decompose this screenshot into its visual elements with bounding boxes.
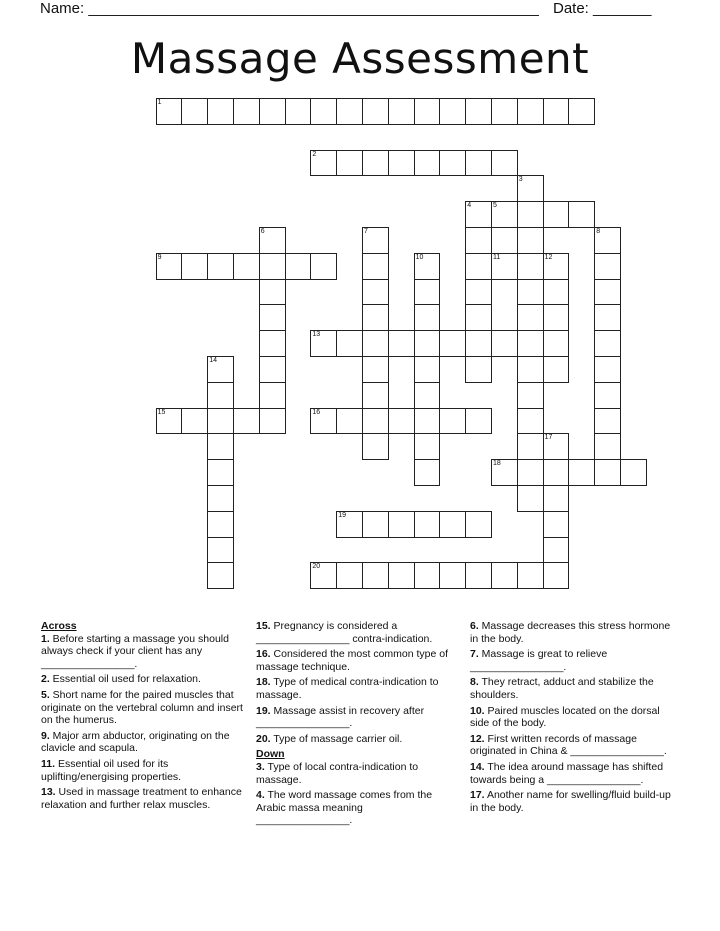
grid-cell[interactable]: [465, 253, 492, 280]
clue-number: 20.: [256, 732, 271, 745]
grid-cell[interactable]: [465, 279, 492, 306]
grid-cell[interactable]: [491, 253, 518, 280]
grid-cell[interactable]: [543, 511, 570, 538]
grid-cell[interactable]: [207, 382, 234, 409]
grid-cell[interactable]: [414, 150, 441, 177]
grid-cell[interactable]: [491, 330, 518, 357]
grid-cell[interactable]: [517, 98, 544, 125]
grid-cell[interactable]: [156, 98, 183, 125]
clue: [41, 633, 256, 671]
clue-text: Type of local contra-indication to massage.: [256, 760, 419, 786]
grid-cell[interactable]: [310, 330, 337, 357]
grid-cell[interactable]: [568, 459, 595, 486]
clue-text: Essential oil used for its uplifting/energising properties.: [41, 757, 182, 783]
grid-cell[interactable]: [594, 459, 621, 486]
grid-cell[interactable]: [543, 330, 570, 357]
grid-cell[interactable]: [414, 433, 441, 460]
grid-cell[interactable]: [517, 175, 544, 202]
grid-cell[interactable]: [465, 330, 492, 357]
grid-cell[interactable]: [259, 98, 286, 125]
grid-cell[interactable]: [465, 408, 492, 435]
clue-number: 6: [260, 228, 265, 235]
grid-cell[interactable]: [207, 408, 234, 435]
grid-cell[interactable]: [543, 253, 570, 280]
grid-cell[interactable]: [259, 356, 286, 383]
grid-cell[interactable]: [465, 201, 492, 228]
clue-text: Pregnancy is considered a ________________ contra-indication.: [256, 620, 433, 645]
grid-cell[interactable]: [362, 227, 389, 254]
clue-number: 12.: [470, 732, 485, 745]
clue-text: Short name for the paired muscles that originate on the vertebral column and insert on the humerus.: [41, 688, 243, 727]
grid-cell[interactable]: [414, 253, 441, 280]
clue-number: 5: [493, 202, 497, 210]
grid-cell[interactable]: [594, 279, 621, 306]
clue: [256, 620, 456, 645]
grid-cell[interactable]: [336, 330, 363, 357]
grid-cell[interactable]: [543, 356, 570, 383]
grid-cell[interactable]: [362, 382, 389, 409]
clue-number: 7: [364, 228, 368, 235]
grid-cell[interactable]: [594, 253, 621, 280]
grid-cell[interactable]: [259, 253, 286, 280]
grid-cell[interactable]: [259, 279, 286, 306]
clue-number: 13.: [41, 786, 56, 799]
clue-text: The word massage comes from the Arabic massa meaning ________________.: [256, 789, 433, 827]
clue: [470, 789, 680, 814]
clue-number: 17: [544, 434, 553, 442]
grid-cell[interactable]: [362, 433, 389, 460]
grid-cell[interactable]: [465, 304, 492, 331]
grid-cell[interactable]: [594, 356, 621, 383]
clue-number: 18.: [256, 676, 271, 689]
grid-cell[interactable]: [259, 408, 286, 435]
grid-cell[interactable]: [491, 201, 518, 228]
clue-number: 10.: [470, 704, 485, 717]
name-field[interactable]: Name: ______________________________________________________: [40, 0, 539, 17]
grid-cell[interactable]: [207, 485, 234, 512]
grid-cell[interactable]: [465, 511, 492, 538]
clue-text: Massage is great to relieve ________________.: [470, 648, 608, 673]
clue-number: 11.: [41, 757, 56, 770]
clue-text: Paired muscles located on the dorsal side of the body.: [470, 704, 660, 730]
grid-cell[interactable]: [517, 459, 544, 486]
grid-cell[interactable]: [465, 150, 492, 177]
clue-number: 15: [157, 408, 166, 416]
clue-column-2: [256, 620, 456, 830]
clue-number: 2.: [41, 673, 50, 686]
grid-cell[interactable]: [362, 253, 389, 280]
grid-cell[interactable]: [414, 562, 441, 589]
grid-cell[interactable]: [233, 98, 260, 125]
grid-cell[interactable]: [543, 98, 570, 125]
grid-cell[interactable]: [207, 562, 234, 589]
clue-number: 1: [157, 99, 162, 106]
grid-cell[interactable]: [543, 201, 570, 228]
grid-cell[interactable]: [207, 253, 234, 280]
clue-number: 19: [338, 511, 346, 519]
grid-cell[interactable]: [594, 408, 621, 435]
grid-cell[interactable]: [414, 98, 441, 125]
grid-cell[interactable]: [594, 433, 621, 460]
grid-cell[interactable]: [517, 279, 544, 306]
grid-cell[interactable]: [362, 98, 389, 125]
grid-cell[interactable]: [517, 382, 544, 409]
clue: [41, 758, 256, 783]
grid-cell[interactable]: [310, 253, 337, 280]
clue: [470, 733, 680, 758]
grid-cell[interactable]: [259, 330, 286, 357]
clue: [470, 761, 680, 786]
clue-number: 4: [467, 202, 472, 210]
clue-number: 9.: [41, 729, 50, 742]
grid-cell[interactable]: [568, 201, 595, 228]
clue-text: Major arm abductor, originating on the clavicle and scapula.: [41, 729, 230, 755]
grid-cell[interactable]: [491, 459, 518, 486]
grid-cell[interactable]: [517, 356, 544, 383]
grid-cell[interactable]: [517, 304, 544, 331]
clue-column-3: [470, 620, 680, 817]
grid-cell[interactable]: [414, 382, 441, 409]
clue-number: 3.: [256, 760, 265, 773]
grid-cell[interactable]: [439, 562, 466, 589]
clue-text: Used in massage treatment to enhance relaxation and further relax muscles.: [41, 786, 242, 811]
grid-cell[interactable]: [517, 253, 544, 280]
clue-text: Another name for swelling/fluid build-up in the body.: [470, 789, 671, 814]
clue-text: First written records of massage originated in China & ________________.: [470, 732, 667, 758]
grid-cell[interactable]: [285, 253, 312, 280]
grid-cell[interactable]: [439, 150, 466, 177]
grid-cell[interactable]: [594, 382, 621, 409]
clue-number: 15.: [256, 620, 271, 632]
grid-cell[interactable]: [310, 98, 337, 125]
grid-cell[interactable]: [517, 227, 544, 254]
clue-text: They retract, adduct and stabilize the shoulders.: [470, 676, 654, 701]
clue: [256, 648, 456, 673]
grid-cell[interactable]: [362, 511, 389, 538]
clue-number: 8.: [470, 676, 479, 689]
clue: [256, 705, 456, 730]
grid-cell[interactable]: [207, 356, 234, 383]
grid-cell[interactable]: [543, 562, 570, 589]
grid-cell[interactable]: [543, 485, 570, 512]
grid-cell[interactable]: [414, 459, 441, 486]
clue-number: 20: [312, 563, 321, 571]
grid-cell[interactable]: [207, 459, 234, 486]
grid-cell[interactable]: [517, 485, 544, 512]
grid-cell[interactable]: [465, 562, 492, 589]
grid-cell[interactable]: [207, 98, 234, 125]
clue: [41, 673, 256, 686]
grid-cell[interactable]: [439, 408, 466, 435]
grid-cell[interactable]: [207, 537, 234, 564]
clue: [470, 620, 680, 645]
clue: [470, 648, 680, 673]
grid-cell[interactable]: [259, 304, 286, 331]
clue-column-1: [41, 620, 256, 814]
grid-cell[interactable]: [336, 562, 363, 589]
clue: [41, 689, 256, 727]
grid-cell[interactable]: [181, 253, 208, 280]
grid-cell[interactable]: [336, 408, 363, 435]
clue-text: Before starting a massage you should always check if your client has any ________________.: [41, 632, 229, 670]
grid-cell[interactable]: [414, 356, 441, 383]
clue-number: 19.: [256, 704, 271, 717]
grid-cell[interactable]: [543, 304, 570, 331]
grid-cell[interactable]: [568, 98, 595, 125]
grid-cell[interactable]: [594, 330, 621, 357]
grid-cell[interactable]: [517, 562, 544, 589]
grid-cell[interactable]: [620, 459, 647, 486]
grid-cell[interactable]: [414, 408, 441, 435]
clue: [470, 705, 680, 730]
grid-cell[interactable]: [362, 304, 389, 331]
grid-cell[interactable]: [336, 98, 363, 125]
grid-cell[interactable]: [414, 330, 441, 357]
grid-cell[interactable]: [388, 150, 415, 177]
clue-number: 18: [493, 460, 501, 468]
grid-cell[interactable]: [465, 227, 492, 254]
clue-text: Massage assist in recovery after ________________.: [256, 704, 425, 730]
clue-number: 9: [157, 253, 162, 261]
grid-cell[interactable]: [156, 253, 183, 280]
grid-cell[interactable]: [414, 511, 441, 538]
grid-cell[interactable]: [388, 98, 415, 125]
clue-text: Massage decreases this stress hormone in the body.: [470, 620, 671, 645]
clue: [256, 761, 456, 786]
page-title: Massage Assessment: [130, 34, 590, 83]
grid-cell[interactable]: [543, 433, 570, 460]
grid-cell[interactable]: [594, 227, 621, 254]
grid-cell[interactable]: [491, 98, 518, 125]
grid-cell[interactable]: [362, 330, 389, 357]
grid-cell[interactable]: [362, 150, 389, 177]
grid-cell[interactable]: [233, 253, 260, 280]
grid-cell[interactable]: [362, 562, 389, 589]
grid-cell[interactable]: [285, 98, 312, 125]
clue-number: 7.: [470, 648, 479, 661]
grid-cell[interactable]: [181, 408, 208, 435]
grid-cell[interactable]: [517, 433, 544, 460]
grid-cell[interactable]: [414, 279, 441, 306]
grid-cell[interactable]: [439, 330, 466, 357]
clue-text: Considered the most common type of massage technique.: [256, 648, 449, 673]
clue: [256, 789, 456, 827]
grid-cell[interactable]: [233, 408, 260, 435]
grid-cell[interactable]: [310, 562, 337, 589]
clue: [41, 730, 256, 755]
clue-text: Type of massage carrier oil.: [270, 732, 403, 745]
clue-number: 4.: [256, 789, 265, 802]
grid-cell[interactable]: [362, 356, 389, 383]
down-heading: Down: [256, 748, 285, 761]
grid-cell[interactable]: [259, 382, 286, 409]
date-field[interactable]: Date: _______: [553, 0, 652, 17]
grid-cell[interactable]: [181, 98, 208, 125]
clue-number: 6.: [470, 620, 479, 632]
grid-cell[interactable]: [465, 98, 492, 125]
clue-number: 14.: [470, 760, 485, 773]
grid-cell[interactable]: [207, 433, 234, 460]
grid-cell[interactable]: [207, 511, 234, 538]
grid-cell[interactable]: [517, 201, 544, 228]
grid-cell[interactable]: [336, 511, 363, 538]
grid-cell[interactable]: [517, 408, 544, 435]
clue-number: 11: [493, 253, 501, 261]
clue-number: 14: [209, 357, 217, 364]
clue-text: Type of medical contra-indication to massage.: [256, 676, 439, 701]
grid-cell[interactable]: [465, 356, 492, 383]
grid-cell[interactable]: [336, 150, 363, 177]
grid-cell[interactable]: [388, 511, 415, 538]
grid-cell[interactable]: [414, 304, 441, 331]
grid-cell[interactable]: [259, 227, 286, 254]
clue-number: 5.: [41, 688, 50, 701]
clue-number: 8: [596, 228, 601, 235]
clue: [41, 786, 256, 811]
across-heading: Across: [41, 620, 77, 632]
clue-number: 13: [312, 331, 321, 339]
grid-cell[interactable]: [388, 562, 415, 589]
clue-number: 16.: [256, 648, 271, 661]
grid-cell[interactable]: [543, 459, 570, 486]
grid-cell[interactable]: [543, 537, 570, 564]
clue-text: The idea around massage has shifted towards being a ________________.: [470, 760, 664, 786]
grid-cell[interactable]: [388, 330, 415, 357]
grid-cell[interactable]: [439, 511, 466, 538]
grid-cell[interactable]: [388, 408, 415, 435]
clue-number: 12: [544, 253, 553, 261]
clue: [256, 676, 456, 701]
grid-cell[interactable]: [362, 408, 389, 435]
grid-cell[interactable]: [310, 408, 337, 435]
clue-number: 2: [312, 150, 317, 158]
clue: [256, 733, 456, 746]
clue-text: Essential oil used for relaxation.: [49, 673, 201, 686]
clue: [470, 676, 680, 701]
grid-cell[interactable]: [491, 562, 518, 589]
grid-cell[interactable]: [543, 279, 570, 306]
grid-cell[interactable]: [439, 98, 466, 125]
clue-number: 16: [312, 408, 321, 416]
clue-number: 10: [415, 253, 424, 261]
clue-number: 1.: [41, 632, 50, 645]
grid-cell[interactable]: [594, 304, 621, 331]
grid-cell[interactable]: [517, 330, 544, 357]
grid-cell[interactable]: [362, 279, 389, 306]
grid-cell[interactable]: [310, 150, 337, 177]
clue-number: 17.: [470, 789, 485, 802]
grid-cell[interactable]: [156, 408, 183, 435]
clue-number: 3: [518, 176, 523, 184]
grid-cell[interactable]: [491, 150, 518, 177]
